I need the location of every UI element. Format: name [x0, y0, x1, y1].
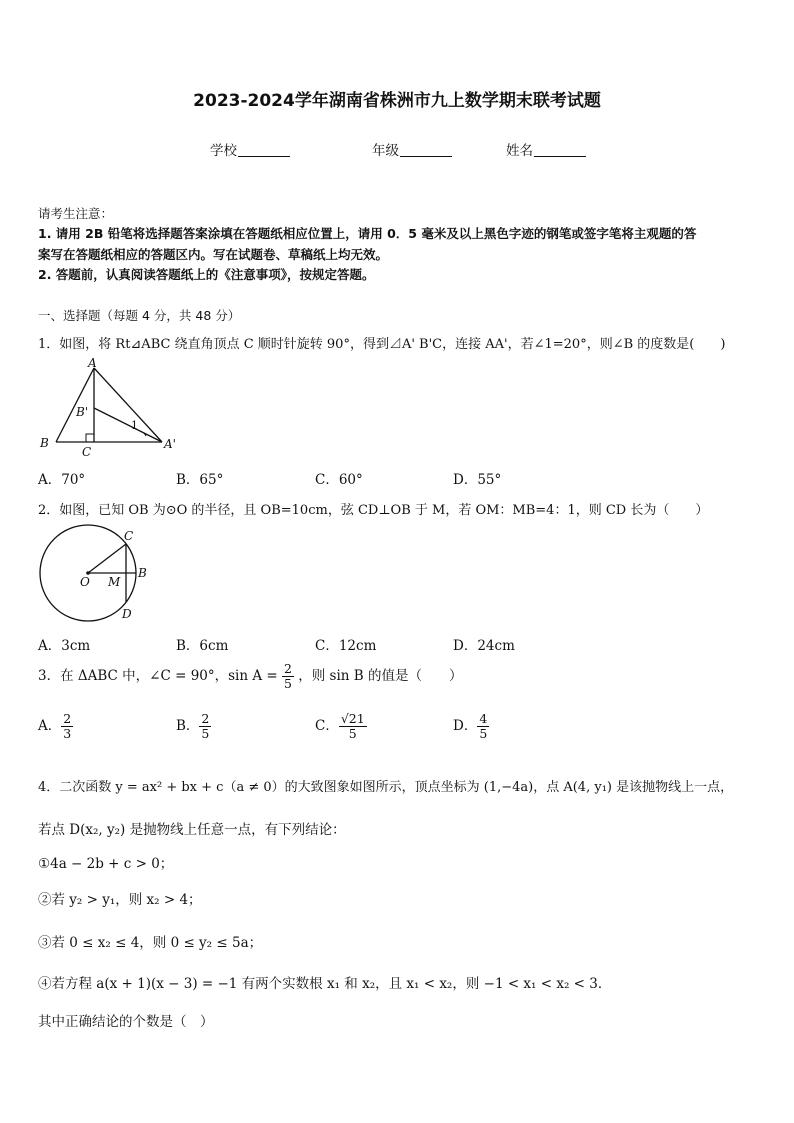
q1-stem: 1．如图，将 Rt⊿ABC 绕直角顶点 C 顺时针旋转 90°，得到⊿A' B'C，连接 AA'，若∠1=20°，则∠B 的度数是( ) [38, 337, 726, 352]
q3-fraction [282, 662, 294, 691]
q1-label-angle1: 1 [131, 419, 138, 432]
q4-conclusion-1: ①4a − 2b + c > 0； [38, 856, 174, 872]
q2-option-c: C．12cm [315, 638, 377, 654]
q3-fraction-den: 5 [284, 675, 292, 691]
name-label: 姓名 [506, 143, 533, 159]
name-blank [534, 144, 586, 157]
q2-label-o: O [80, 575, 90, 589]
q2-label-m: M [108, 575, 121, 589]
q1-label-aprime: A' [164, 437, 176, 451]
q3-option-a-label: A． [38, 717, 62, 734]
q1-option-b: B．65° [176, 472, 224, 488]
q4-conclusion-3: ③若 0 ≤ x₂ ≤ 4，则 0 ≤ y₂ ≤ 5a； [38, 935, 263, 951]
q3-option-c [315, 712, 367, 741]
school-label: 学校 [210, 143, 237, 159]
grade-blank [400, 144, 452, 157]
q1-option-d: D．55° [453, 472, 502, 488]
q2-option-a: A．3cm [38, 638, 91, 654]
q1-label-bprime: B' [76, 405, 89, 419]
q3-option-c-label: C． [315, 717, 339, 734]
q3-option-d-frac [477, 712, 489, 741]
q1-label-c: C [82, 445, 92, 459]
q2-label-c: C [124, 529, 134, 543]
q3-option-a-num: 2 [63, 711, 72, 726]
q3-option-b-den: 5 [201, 725, 210, 741]
school-blank [238, 144, 290, 157]
section-heading: 一、选择题（每题 4 分，共 48 分） [38, 308, 241, 323]
q2-label-d: D [122, 607, 132, 621]
q3-option-d-den: 5 [479, 725, 488, 741]
q3-option-b [176, 712, 211, 741]
q1-option-a: A．70° [38, 472, 86, 488]
q3-option-b-label: B． [176, 717, 200, 734]
q3-option-d [453, 712, 489, 741]
q1-triangle-figure [36, 356, 186, 460]
q3-option-a [38, 712, 73, 741]
q2-option-b: B．6cm [176, 638, 229, 654]
q4-conclusion-2: ②若 y₂ > y₁，则 x₂ > 4； [38, 892, 202, 908]
grade-label: 年级 [372, 143, 399, 159]
q3-option-a-frac [61, 712, 73, 741]
q3-option-a-den: 3 [63, 725, 72, 741]
q3-option-b-num: 2 [201, 711, 210, 726]
q4-conclusion-4: ④若方程 a(x + 1)(x − 3) = −1 有两个实数根 x₁ 和 x₂，且 x₁ < x₂，则 −1 < x₁ < x₂ < 3． [38, 976, 612, 992]
q1-label-b: B [40, 436, 49, 450]
q2-circle-figure [34, 520, 164, 624]
q3-option-c-frac [339, 712, 367, 741]
q3-option-d-label: D． [453, 717, 478, 734]
notice-heading: 请考生注意： [38, 206, 114, 221]
page-title: 2023-2024学年湖南省株洲市九上数学期末联考试题 [193, 91, 601, 111]
q2-option-d: D．24cm [453, 638, 515, 654]
q3-stem-end: ，则 sin B 的值是（ ） [298, 667, 463, 684]
q4-line-2: 若点 D(x₂, y₂) 是抛物线上任意一点，有下列结论： [38, 822, 346, 838]
notice-line-2: 2. 答题前，认真阅读答题纸上的《注意事项》，按规定答题。 [38, 267, 375, 282]
q3-stem-start: 3．在 ΔABC 中，∠C = 90°，sin A = [38, 667, 278, 684]
q3-option-d-num: 4 [479, 711, 488, 726]
q1-label-a: A [88, 356, 97, 370]
q3-stem [38, 662, 463, 691]
q2-stem: 2．如图，已知 OB 为⊙O 的半径，且 OB=10cm，弦 CD⊥OB 于 M，若 OM：MB=4：1，则 CD 长为（ ） [38, 503, 709, 518]
q2-label-b: B [138, 566, 147, 580]
q4-line-1: 4．二次函数 y = ax² + bx + c（a ≠ 0）的大致图象如图所示，顶点坐标为 (1,−4a)，点 A(4, y₁) 是该抛物线上一点， [38, 780, 734, 795]
q3-option-c-num: √21 [340, 711, 365, 726]
notice-line-1a: 1. 请用 2B 铅笔将选择题答案涂填在答题纸相应位置上，请用 0．5 毫米及以上黑色字迹的钢笔或签字笔将主观题的答 [38, 226, 697, 241]
q3-option-b-frac [199, 712, 211, 741]
q3-fraction-num: 2 [284, 661, 292, 676]
q4-question: 其中正确结论的个数是（ ） [38, 1014, 214, 1030]
q3-option-c-den: 5 [348, 725, 357, 741]
school-field [210, 139, 290, 159]
grade-field [372, 139, 452, 159]
notice-line-1b: 案写在答题纸相应的答题区内。写在试题卷、草稿纸上均无效。 [38, 247, 389, 262]
name-field [506, 139, 586, 159]
q1-option-c: C．60° [315, 472, 363, 488]
